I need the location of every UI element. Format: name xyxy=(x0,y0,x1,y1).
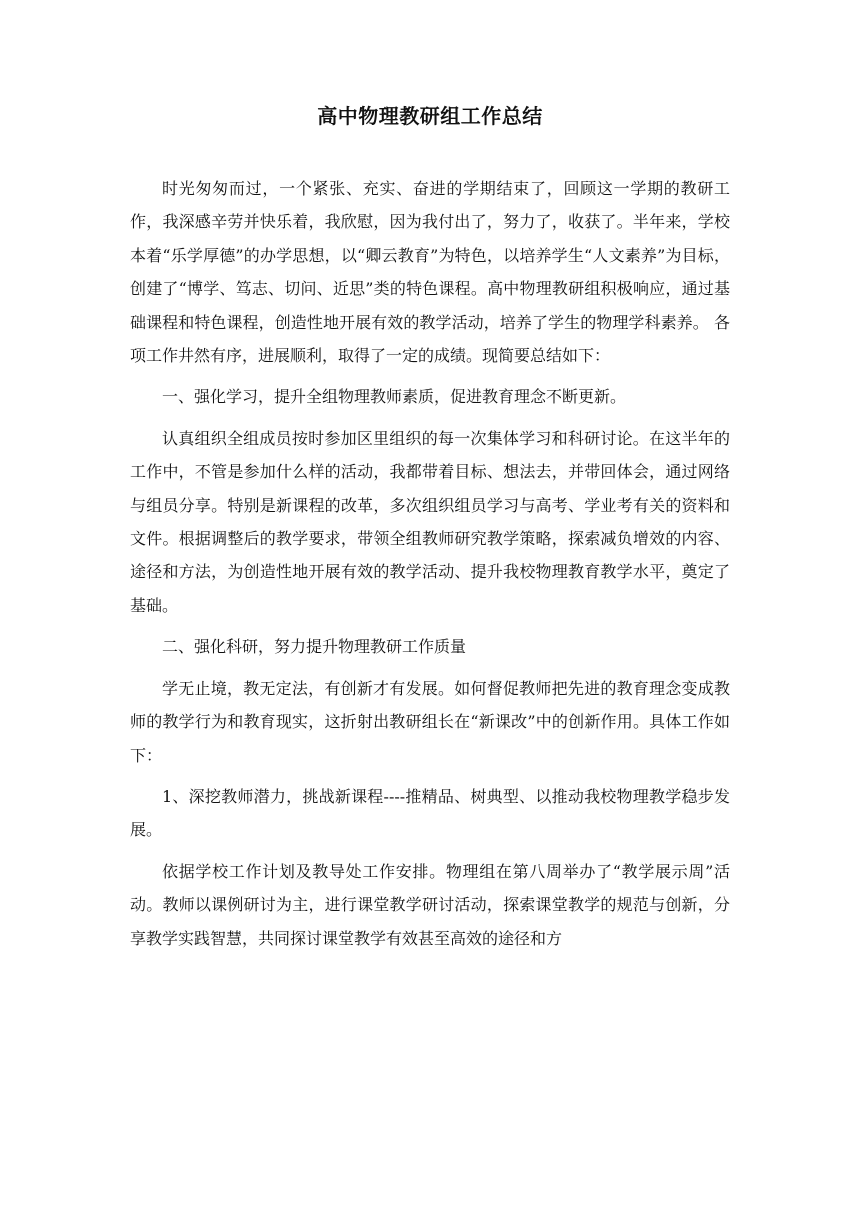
document-body xyxy=(130,172,730,963)
document-title: 高中物理教研组工作总结 xyxy=(317,104,543,128)
section-2-paragraph: 学无止境，教无定法，有创新才有发展。如何督促教师把先进的教育理念变成教师的教学行为和教育现实，这折射出教研组长在“新课改”中的创新作用。具体工作如下： xyxy=(130,678,730,765)
subsection-heading-1: 1、深挖教师潜力，挑战新课程----推精品、树典型、以推动我校物理教学稳步发展。 xyxy=(130,786,730,840)
subsection-1-paragraph: 依据学校工作计划及教导处工作安排。物理组在第八周举办了“教学展示周”活动。教师以课例研讨为主，进行课堂教学研讨活动，探索课堂教学的规范与创新，分享教学实践智慧，共同探讨课堂教学有效甚至高效的途径和方 xyxy=(130,861,730,948)
section-heading-2: 二、强化科研，努力提升物理教研工作质量 xyxy=(162,637,467,657)
section-1-paragraph: 认真组织全组成员按时参加区里组织的每一次集体学习和科研讨论。在这半年的工作中，不管是参加什么样的活动，我都带着目标、想法去，并带回体会，通过网络与组员分享。特别是新课程的改革，多次组织组员学习与高考、学业考有关的资料和文件。根据调整后的教学要求，带领全组教师研究教学策略，探索减负增效的内容、途径和方法，为创造性地开展有效的教学活动、提升我校物理教育教学水平，奠定了基础。 xyxy=(130,428,730,615)
intro-paragraph: 时光匆匆而过，一个紧张、充实、奋进的学期结束了，回顾这一学期的教研工作，我深感辛劳并快乐着，我欣慰，因为我付出了，努力了，收获了。半年来，学校本着“乐学厚德”的办学思想，以“卿云教育”为特色，以培养学生“人文素养”为目标，创建了“博学、笃志、切问、近思”类的特色课程。高中物理教研组积极响应，通过基础课程和特色课程，创造性地开展有效的教学活动，培养了学生的物理学科素养。 各项工作井然有序，进展顺利，取得了一定的成绩。现简要总结如下： xyxy=(130,179,730,366)
section-heading-1: 一、强化学习，提升全组物理教师素质，促进教育理念不断更新。 xyxy=(162,387,627,407)
